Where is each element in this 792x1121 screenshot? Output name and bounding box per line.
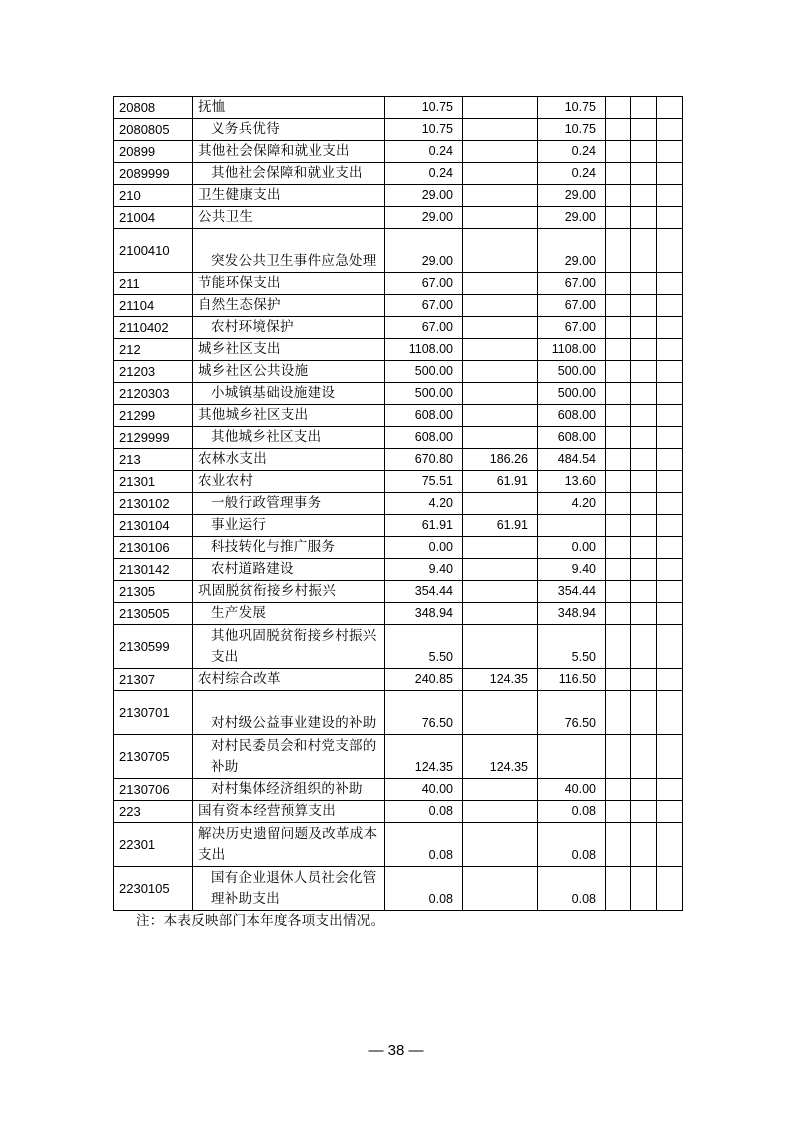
subject-name-cell: 农村道路建设	[193, 559, 385, 581]
total-cell: 124.35	[385, 735, 463, 779]
subject-code-cell: 21307	[114, 669, 193, 691]
project-expenditure-cell: 40.00	[538, 779, 606, 801]
empty-cell	[657, 273, 683, 295]
total-cell: 67.00	[385, 295, 463, 317]
table-row	[114, 317, 683, 339]
subject-code-cell: 2130705	[114, 735, 193, 779]
empty-cell	[657, 603, 683, 625]
subject-name-cell: 其他城乡社区支出	[193, 427, 385, 449]
empty-cell	[606, 163, 631, 185]
subject-name-cell: 国有资本经营预算支出	[193, 801, 385, 823]
empty-cell	[657, 163, 683, 185]
subject-name-cell: 其他巩固脱贫衔接乡村振兴支出	[193, 625, 385, 669]
basic-expenditure-cell	[463, 97, 538, 119]
basic-expenditure-cell	[463, 537, 538, 559]
subject-code-cell: 22301	[114, 823, 193, 867]
subject-name-cell: 科技转化与推广服务	[193, 537, 385, 559]
empty-cell	[631, 537, 657, 559]
empty-cell	[657, 449, 683, 471]
table-row	[114, 405, 683, 427]
empty-cell	[606, 801, 631, 823]
empty-cell	[606, 449, 631, 471]
empty-cell	[631, 185, 657, 207]
total-cell: 670.80	[385, 449, 463, 471]
empty-cell	[657, 471, 683, 493]
subject-name-cell: 国有企业退休人员社会化管理补助支出	[193, 867, 385, 911]
subject-code-cell: 21301	[114, 471, 193, 493]
basic-expenditure-cell	[463, 823, 538, 867]
subject-name-cell: 巩固脱贫衔接乡村振兴	[193, 581, 385, 603]
empty-cell	[657, 317, 683, 339]
subject-code-cell: 21305	[114, 581, 193, 603]
empty-cell	[631, 97, 657, 119]
table-row	[114, 449, 683, 471]
total-cell: 0.00	[385, 537, 463, 559]
subject-name-cell: 对村级公益事业建设的补助	[193, 691, 385, 735]
basic-expenditure-cell	[463, 405, 538, 427]
basic-expenditure-cell	[463, 493, 538, 515]
basic-expenditure-cell	[463, 207, 538, 229]
total-cell: 67.00	[385, 317, 463, 339]
total-cell: 348.94	[385, 603, 463, 625]
expenditure-table	[113, 96, 683, 911]
empty-cell	[657, 537, 683, 559]
empty-cell	[631, 691, 657, 735]
empty-cell	[606, 339, 631, 361]
project-expenditure-cell: 0.08	[538, 823, 606, 867]
table-note: 注：本表反映部门本年度各项支出情况。	[136, 913, 385, 929]
empty-cell	[657, 339, 683, 361]
empty-cell	[657, 625, 683, 669]
table-row	[114, 471, 683, 493]
basic-expenditure-cell: 124.35	[463, 735, 538, 779]
empty-cell	[631, 515, 657, 537]
basic-expenditure-cell	[463, 581, 538, 603]
table-row	[114, 515, 683, 537]
subject-code-cell: 20808	[114, 97, 193, 119]
subject-code-cell: 2089999	[114, 163, 193, 185]
subject-code-cell: 223	[114, 801, 193, 823]
subject-name-cell: 城乡社区公共设施	[193, 361, 385, 383]
total-cell: 0.08	[385, 801, 463, 823]
project-expenditure-cell: 116.50	[538, 669, 606, 691]
project-expenditure-cell: 67.00	[538, 273, 606, 295]
subject-name-cell: 对村集体经济组织的补助	[193, 779, 385, 801]
empty-cell	[657, 119, 683, 141]
project-expenditure-cell	[538, 735, 606, 779]
total-cell: 1108.00	[385, 339, 463, 361]
empty-cell	[631, 295, 657, 317]
empty-cell	[606, 559, 631, 581]
total-cell: 10.75	[385, 97, 463, 119]
project-expenditure-cell: 29.00	[538, 229, 606, 273]
empty-cell	[606, 361, 631, 383]
subject-name-cell: 抚恤	[193, 97, 385, 119]
subject-name-cell: 农业农村	[193, 471, 385, 493]
subject-name-cell: 生产发展	[193, 603, 385, 625]
project-expenditure-cell: 0.24	[538, 141, 606, 163]
total-cell: 608.00	[385, 405, 463, 427]
empty-cell	[606, 229, 631, 273]
basic-expenditure-cell	[463, 383, 538, 405]
project-expenditure-cell: 484.54	[538, 449, 606, 471]
basic-expenditure-cell	[463, 867, 538, 911]
empty-cell	[631, 405, 657, 427]
empty-cell	[631, 581, 657, 603]
page-number: — 38 —	[368, 1042, 424, 1059]
total-cell: 61.91	[385, 515, 463, 537]
total-cell: 4.20	[385, 493, 463, 515]
table-row	[114, 669, 683, 691]
total-cell: 0.08	[385, 867, 463, 911]
empty-cell	[606, 427, 631, 449]
total-cell: 0.24	[385, 163, 463, 185]
subject-code-cell: 20899	[114, 141, 193, 163]
empty-cell	[631, 559, 657, 581]
empty-cell	[657, 97, 683, 119]
table-row	[114, 97, 683, 119]
empty-cell	[657, 207, 683, 229]
basic-expenditure-cell	[463, 273, 538, 295]
basic-expenditure-cell: 61.91	[463, 515, 538, 537]
empty-cell	[631, 383, 657, 405]
total-cell: 76.50	[385, 691, 463, 735]
empty-cell	[657, 229, 683, 273]
empty-cell	[606, 779, 631, 801]
table-row	[114, 625, 683, 669]
total-cell: 75.51	[385, 471, 463, 493]
empty-cell	[631, 669, 657, 691]
total-cell: 67.00	[385, 273, 463, 295]
project-expenditure-cell: 76.50	[538, 691, 606, 735]
empty-cell	[631, 735, 657, 779]
basic-expenditure-cell	[463, 361, 538, 383]
project-expenditure-cell: 608.00	[538, 405, 606, 427]
subject-name-cell: 小城镇基础设施建设	[193, 383, 385, 405]
project-expenditure-cell: 13.60	[538, 471, 606, 493]
empty-cell	[657, 691, 683, 735]
empty-cell	[631, 823, 657, 867]
project-expenditure-cell: 608.00	[538, 427, 606, 449]
table-body	[114, 97, 683, 911]
empty-cell	[606, 691, 631, 735]
subject-code-cell: 2130599	[114, 625, 193, 669]
subject-code-cell: 2110402	[114, 317, 193, 339]
subject-name-cell: 农村综合改革	[193, 669, 385, 691]
basic-expenditure-cell	[463, 427, 538, 449]
project-expenditure-cell: 29.00	[538, 185, 606, 207]
empty-cell	[657, 141, 683, 163]
empty-cell	[657, 801, 683, 823]
subject-name-cell: 自然生态保护	[193, 295, 385, 317]
empty-cell	[631, 273, 657, 295]
total-cell: 29.00	[385, 229, 463, 273]
subject-code-cell: 21004	[114, 207, 193, 229]
total-cell: 5.50	[385, 625, 463, 669]
empty-cell	[606, 119, 631, 141]
project-expenditure-cell: 4.20	[538, 493, 606, 515]
project-expenditure-cell: 354.44	[538, 581, 606, 603]
subject-name-cell: 其他社会保障和就业支出	[193, 141, 385, 163]
empty-cell	[606, 867, 631, 911]
empty-cell	[631, 867, 657, 911]
subject-code-cell: 2129999	[114, 427, 193, 449]
empty-cell	[657, 735, 683, 779]
basic-expenditure-cell	[463, 185, 538, 207]
table-row	[114, 735, 683, 779]
basic-expenditure-cell: 186.26	[463, 449, 538, 471]
subject-code-cell: 21299	[114, 405, 193, 427]
table-row	[114, 493, 683, 515]
empty-cell	[606, 515, 631, 537]
empty-cell	[606, 405, 631, 427]
empty-cell	[631, 163, 657, 185]
empty-cell	[606, 735, 631, 779]
subject-name-cell: 对村民委员会和村党支部的补助	[193, 735, 385, 779]
table-row	[114, 603, 683, 625]
empty-cell	[657, 559, 683, 581]
project-expenditure-cell: 1108.00	[538, 339, 606, 361]
project-expenditure-cell: 500.00	[538, 383, 606, 405]
subject-code-cell: 2230105	[114, 867, 193, 911]
total-cell: 10.75	[385, 119, 463, 141]
empty-cell	[606, 383, 631, 405]
basic-expenditure-cell	[463, 559, 538, 581]
basic-expenditure-cell	[463, 339, 538, 361]
table-row	[114, 229, 683, 273]
table-row	[114, 339, 683, 361]
subject-code-cell: 2130102	[114, 493, 193, 515]
subject-code-cell: 2100410	[114, 229, 193, 273]
empty-cell	[657, 493, 683, 515]
subject-code-cell: 2080805	[114, 119, 193, 141]
empty-cell	[631, 317, 657, 339]
total-cell: 29.00	[385, 185, 463, 207]
subject-code-cell: 2130104	[114, 515, 193, 537]
empty-cell	[606, 141, 631, 163]
empty-cell	[657, 515, 683, 537]
table-row	[114, 207, 683, 229]
subject-name-cell: 城乡社区支出	[193, 339, 385, 361]
empty-cell	[606, 823, 631, 867]
empty-cell	[657, 823, 683, 867]
project-expenditure-cell: 0.24	[538, 163, 606, 185]
basic-expenditure-cell	[463, 625, 538, 669]
basic-expenditure-cell	[463, 603, 538, 625]
empty-cell	[631, 801, 657, 823]
empty-cell	[606, 97, 631, 119]
table-row	[114, 141, 683, 163]
total-cell: 0.08	[385, 823, 463, 867]
subject-code-cell: 2120303	[114, 383, 193, 405]
basic-expenditure-cell	[463, 317, 538, 339]
project-expenditure-cell: 500.00	[538, 361, 606, 383]
total-cell: 500.00	[385, 383, 463, 405]
empty-cell	[657, 867, 683, 911]
subject-code-cell: 2130106	[114, 537, 193, 559]
project-expenditure-cell: 5.50	[538, 625, 606, 669]
table-row	[114, 823, 683, 867]
subject-name-cell: 卫生健康支出	[193, 185, 385, 207]
table-row	[114, 559, 683, 581]
empty-cell	[606, 625, 631, 669]
subject-name-cell: 其他社会保障和就业支出	[193, 163, 385, 185]
basic-expenditure-cell	[463, 119, 538, 141]
total-cell: 0.24	[385, 141, 463, 163]
project-expenditure-cell: 10.75	[538, 119, 606, 141]
subject-name-cell: 农林水支出	[193, 449, 385, 471]
empty-cell	[631, 361, 657, 383]
table-row	[114, 185, 683, 207]
total-cell: 9.40	[385, 559, 463, 581]
subject-name-cell: 义务兵优待	[193, 119, 385, 141]
subject-code-cell: 211	[114, 273, 193, 295]
empty-cell	[606, 295, 631, 317]
subject-code-cell: 21104	[114, 295, 193, 317]
empty-cell	[631, 603, 657, 625]
project-expenditure-cell: 67.00	[538, 317, 606, 339]
subject-name-cell: 节能环保支出	[193, 273, 385, 295]
basic-expenditure-cell	[463, 779, 538, 801]
table-row	[114, 163, 683, 185]
empty-cell	[631, 449, 657, 471]
empty-cell	[631, 493, 657, 515]
empty-cell	[606, 537, 631, 559]
total-cell: 354.44	[385, 581, 463, 603]
table-row	[114, 383, 683, 405]
empty-cell	[631, 625, 657, 669]
basic-expenditure-cell	[463, 229, 538, 273]
empty-cell	[606, 603, 631, 625]
project-expenditure-cell: 348.94	[538, 603, 606, 625]
table-row	[114, 779, 683, 801]
table-row	[114, 119, 683, 141]
table-row	[114, 691, 683, 735]
empty-cell	[657, 427, 683, 449]
empty-cell	[657, 669, 683, 691]
table-row	[114, 273, 683, 295]
subject-name-cell: 事业运行	[193, 515, 385, 537]
basic-expenditure-cell	[463, 295, 538, 317]
subject-code-cell: 213	[114, 449, 193, 471]
subject-code-cell: 2130505	[114, 603, 193, 625]
basic-expenditure-cell: 124.35	[463, 669, 538, 691]
total-cell: 500.00	[385, 361, 463, 383]
project-expenditure-cell: 10.75	[538, 97, 606, 119]
empty-cell	[657, 361, 683, 383]
empty-cell	[631, 339, 657, 361]
subject-code-cell: 210	[114, 185, 193, 207]
project-expenditure-cell	[538, 515, 606, 537]
empty-cell	[657, 185, 683, 207]
project-expenditure-cell: 9.40	[538, 559, 606, 581]
table-row	[114, 361, 683, 383]
empty-cell	[606, 185, 631, 207]
empty-cell	[631, 779, 657, 801]
empty-cell	[657, 581, 683, 603]
table-row	[114, 427, 683, 449]
subject-name-cell: 一般行政管理事务	[193, 493, 385, 515]
empty-cell	[606, 317, 631, 339]
project-expenditure-cell: 0.08	[538, 801, 606, 823]
basic-expenditure-cell: 61.91	[463, 471, 538, 493]
empty-cell	[657, 383, 683, 405]
subject-name-cell: 农村环境保护	[193, 317, 385, 339]
empty-cell	[657, 779, 683, 801]
project-expenditure-cell: 0.08	[538, 867, 606, 911]
empty-cell	[606, 471, 631, 493]
empty-cell	[631, 207, 657, 229]
subject-code-cell: 21203	[114, 361, 193, 383]
empty-cell	[631, 119, 657, 141]
basic-expenditure-cell	[463, 691, 538, 735]
subject-name-cell: 解决历史遗留问题及改革成本支出	[193, 823, 385, 867]
project-expenditure-cell: 67.00	[538, 295, 606, 317]
empty-cell	[657, 295, 683, 317]
subject-name-cell: 突发公共卫生事件应急处理	[193, 229, 385, 273]
empty-cell	[606, 669, 631, 691]
subject-code-cell: 212	[114, 339, 193, 361]
total-cell: 29.00	[385, 207, 463, 229]
empty-cell	[657, 405, 683, 427]
table-row	[114, 801, 683, 823]
table-row	[114, 581, 683, 603]
subject-code-cell: 2130142	[114, 559, 193, 581]
subject-name-cell: 公共卫生	[193, 207, 385, 229]
empty-cell	[631, 471, 657, 493]
subject-code-cell: 2130701	[114, 691, 193, 735]
total-cell: 608.00	[385, 427, 463, 449]
subject-code-cell: 2130706	[114, 779, 193, 801]
total-cell: 40.00	[385, 779, 463, 801]
empty-cell	[631, 427, 657, 449]
empty-cell	[606, 207, 631, 229]
basic-expenditure-cell	[463, 801, 538, 823]
empty-cell	[606, 273, 631, 295]
table-row	[114, 867, 683, 911]
basic-expenditure-cell	[463, 141, 538, 163]
empty-cell	[631, 229, 657, 273]
empty-cell	[606, 581, 631, 603]
table-row	[114, 295, 683, 317]
empty-cell	[606, 493, 631, 515]
project-expenditure-cell: 0.00	[538, 537, 606, 559]
empty-cell	[631, 141, 657, 163]
subject-name-cell: 其他城乡社区支出	[193, 405, 385, 427]
table-row	[114, 537, 683, 559]
total-cell: 240.85	[385, 669, 463, 691]
project-expenditure-cell: 29.00	[538, 207, 606, 229]
basic-expenditure-cell	[463, 163, 538, 185]
